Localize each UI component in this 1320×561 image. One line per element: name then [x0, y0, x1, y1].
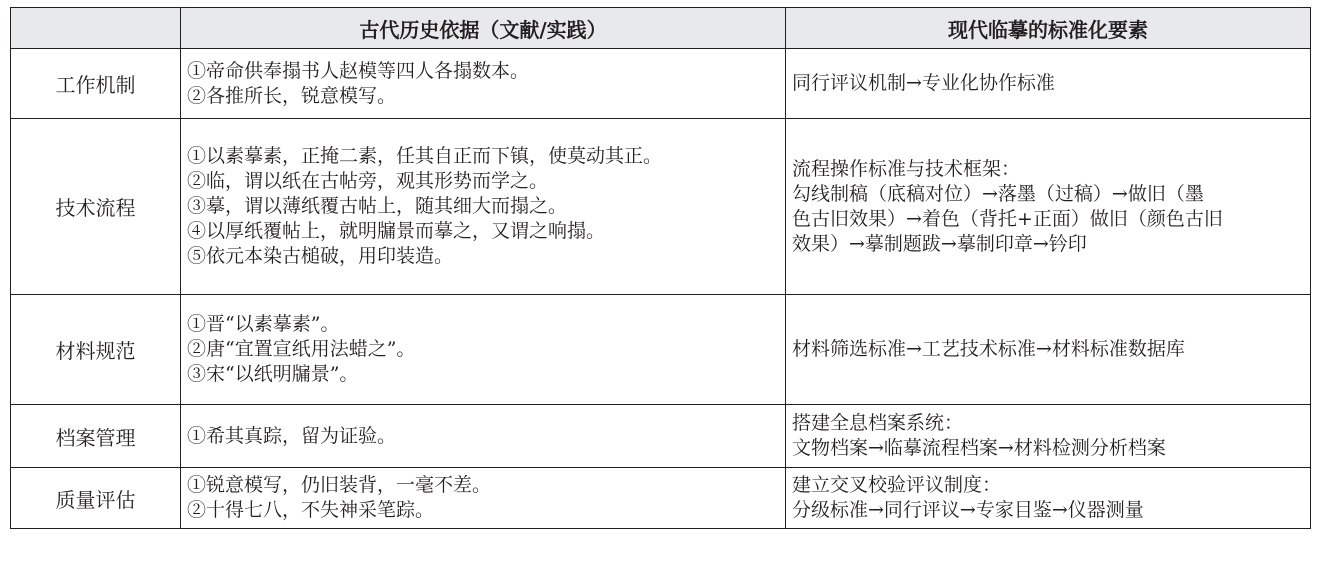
- ancient-line: ①以素摹素，正掩二素，任其自正而下镇，使莫动其正。: [187, 145, 663, 167]
- ancient-cell: [181, 295, 786, 405]
- ancient-cell: [181, 119, 786, 295]
- ancient-line: ①帝命供奉搨书人赵模等四人各搨数本。: [187, 59, 530, 82]
- row-label: 质量评估: [11, 468, 181, 529]
- ancient-line: ②各推所长，锐意模写。: [187, 84, 397, 107]
- modern-line: 流程操作标准与技术框架：: [792, 157, 1021, 180]
- ancient-line: ①希其真踪，留为证验。: [187, 424, 397, 447]
- ancient-line: ②临，谓以纸在古帖旁，观其形势而学之。: [187, 170, 549, 192]
- row-label: 技术流程: [11, 119, 181, 295]
- modern-line: 材料筛选标准→工艺技术标准→材料标准数据库: [792, 338, 1185, 360]
- ancient-line: ①晋“以素摹素”。: [187, 313, 340, 335]
- header-row: [11, 8, 1311, 49]
- modern-line: 色古旧效果）→着色（背托+正面）做旧（颜色古旧: [792, 207, 1223, 230]
- ancient-line: ①锐意模写，仍旧装背，一毫不差。: [187, 474, 492, 496]
- modern-line: 建立交叉校验评议制度：: [792, 474, 1002, 496]
- modern-cell: [786, 295, 1311, 405]
- ancient-line: ③摹，谓以薄纸覆古帖上，随其细大而搨之。: [187, 195, 568, 217]
- modern-line: 效果）→摹制题跋→摹制印章→钤印: [792, 232, 1087, 255]
- table-row-material-spec: [11, 295, 1311, 405]
- table-row-quality-assessment: [11, 468, 1311, 529]
- modern-cell: [786, 405, 1311, 468]
- row-label: 档案管理: [11, 405, 181, 468]
- modern-line: 同行评议机制→专业化协作标准: [792, 72, 1055, 94]
- row-label: 材料规范: [11, 295, 181, 405]
- ancient-cell: [181, 405, 786, 468]
- ancient-cell: [181, 49, 786, 119]
- modern-line: 分级标准→同行评议→专家目鉴→仪器测量: [792, 499, 1144, 521]
- row-label: 工作机制: [11, 49, 181, 119]
- ancient-line: ②唐“宜置宣纸用法蜡之”。: [187, 338, 416, 360]
- ancient-cell: [181, 468, 786, 529]
- table-row-archive-management: [11, 405, 1311, 468]
- modern-cell: [786, 468, 1311, 529]
- ancient-line: ⑤依元本染古槌破，用印装造。: [187, 245, 454, 267]
- modern-line: 勾线制稿（底稿对位）→落墨（过稿）→做旧（墨: [792, 182, 1204, 205]
- ancient-line: ④以厚纸覆帖上，就明牖景而摹之，又谓之响搨。: [187, 220, 606, 242]
- modern-line: 文物档案→临摹流程档案→材料检测分析档案: [792, 437, 1166, 459]
- ancient-line: ③宋“以纸明牖景”。: [187, 363, 359, 385]
- header-modern-elements: 现代临摹的标准化要素: [786, 8, 1311, 49]
- modern-line: 搭建全息档案系统：: [792, 412, 964, 434]
- comparison-table: [10, 7, 1311, 529]
- ancient-line: ②十得七八，不失神采笔踪。: [187, 499, 435, 521]
- header-corner-cell: [11, 8, 181, 49]
- table-row-technical-process: [11, 119, 1311, 295]
- header-ancient-basis: 古代历史依据（文献/实践）: [181, 8, 786, 49]
- table-row-work-mechanism: [11, 49, 1311, 119]
- modern-cell: [786, 119, 1311, 295]
- modern-cell: [786, 49, 1311, 119]
- comparison-table-container: [10, 7, 1310, 529]
